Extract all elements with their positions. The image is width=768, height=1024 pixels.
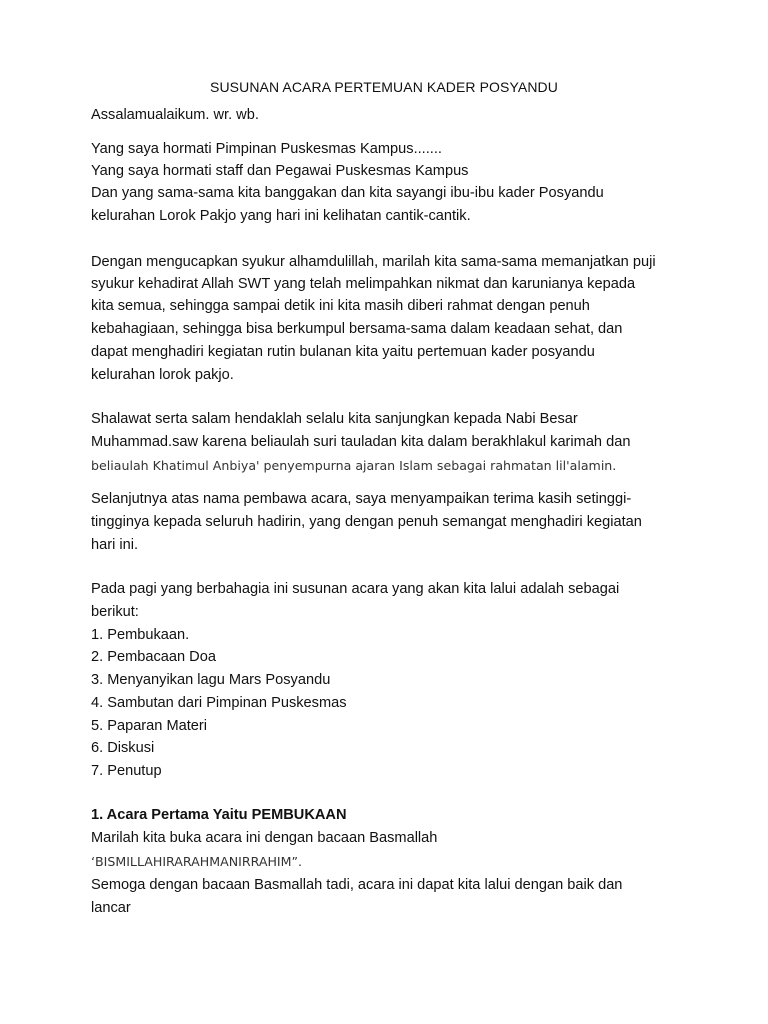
- paragraph-syukur-line: Dengan mengucapkan syukur alhamdulillah, marilah kita sama-sama memanjatkan puji: [91, 254, 656, 270]
- paragraph-shalawat-line: Shalawat serta salam hendaklah selalu kita sanjungkan kepada Nabi Besar: [91, 411, 578, 427]
- agenda-intro-line: berikut:: [91, 604, 139, 620]
- document-title: SUSUNAN ACARA PERTEMUAN KADER POSYANDU: [210, 79, 558, 95]
- agenda-item: 1. Pembukaan.: [91, 627, 190, 643]
- paragraph-syukur-line: kelurahan lorok pakjo.: [91, 367, 234, 383]
- agenda-item: 3. Menyanyikan lagu Mars Posyandu: [91, 672, 331, 688]
- paragraph-syukur-line: kebahagiaan, sehingga bisa berkumpul bersama-sama dalam keadaan sehat, dan: [91, 321, 623, 337]
- agenda-item: 2. Pembacaan Doa: [91, 649, 216, 665]
- paragraph-terimakasih-line: tingginya kepada seluruh hadirin, yang dengan penuh semangat menghadiri kegiatan: [91, 514, 642, 530]
- paragraph-terimakasih-line: Selanjutnya atas nama pembawa acara, saya menyampaikan terima kasih setinggi-: [91, 491, 632, 507]
- paragraph-syukur-line: dapat menghadiri kegiatan rutin bulanan kita yaitu pertemuan kader posyandu: [91, 344, 595, 360]
- agenda-item: 7. Penutup: [91, 763, 162, 779]
- paragraph-syukur-line: kita semua, sehingga sampai detik ini kita masih diberi rahmat dengan penuh: [91, 298, 590, 314]
- section-line: Marilah kita buka acara ini dengan bacaan Basmallah: [91, 830, 438, 846]
- paragraph-syukur-line: syukur kehadirat Allah SWT yang telah melimpahkan nikmat dan karunianya kepada: [91, 276, 636, 292]
- agenda-item: 5. Paparan Materi: [91, 718, 208, 734]
- salutation-line: Yang saya hormati Pimpinan Puskesmas Kampus.......: [91, 141, 442, 157]
- salutation-line: kelurahan Lorok Pakjo yang hari ini kelihatan cantik-cantik.: [91, 208, 471, 224]
- salutation-line: Dan yang sama-sama kita banggakan dan kita sayangi ibu-ibu kader Posyandu: [91, 185, 604, 201]
- section-line: lancar: [91, 900, 131, 916]
- paragraph-shalawat-line: Muhammad.saw karena beliaulah suri tauladan kita dalam berakhlakul karimah dan: [91, 434, 631, 450]
- section-heading: 1. Acara Pertama Yaitu PEMBUKAAN: [91, 807, 347, 823]
- paragraph-shalawat-line: beliaulah Khatimul Anbiya' penyempurna ajaran Islam sebagai rahmatan lil'alamin.: [91, 458, 617, 473]
- section-line: Semoga dengan bacaan Basmallah tadi, acara ini dapat kita lalui dengan baik dan: [91, 877, 623, 893]
- agenda-intro-line: Pada pagi yang berbahagia ini susunan acara yang akan kita lalui adalah sebagai: [91, 581, 620, 597]
- greeting: Assalamualaikum. wr. wb.: [91, 107, 259, 123]
- salutation-line: Yang saya hormati staff dan Pegawai Puskesmas Kampus: [91, 163, 469, 179]
- paragraph-terimakasih-line: hari ini.: [91, 537, 139, 553]
- agenda-item: 6. Diskusi: [91, 740, 155, 756]
- section-line: ‘BISMILLAHIRARAHMANIRRAHIM”.: [91, 854, 303, 869]
- agenda-item: 4. Sambutan dari Pimpinan Puskesmas: [91, 695, 347, 711]
